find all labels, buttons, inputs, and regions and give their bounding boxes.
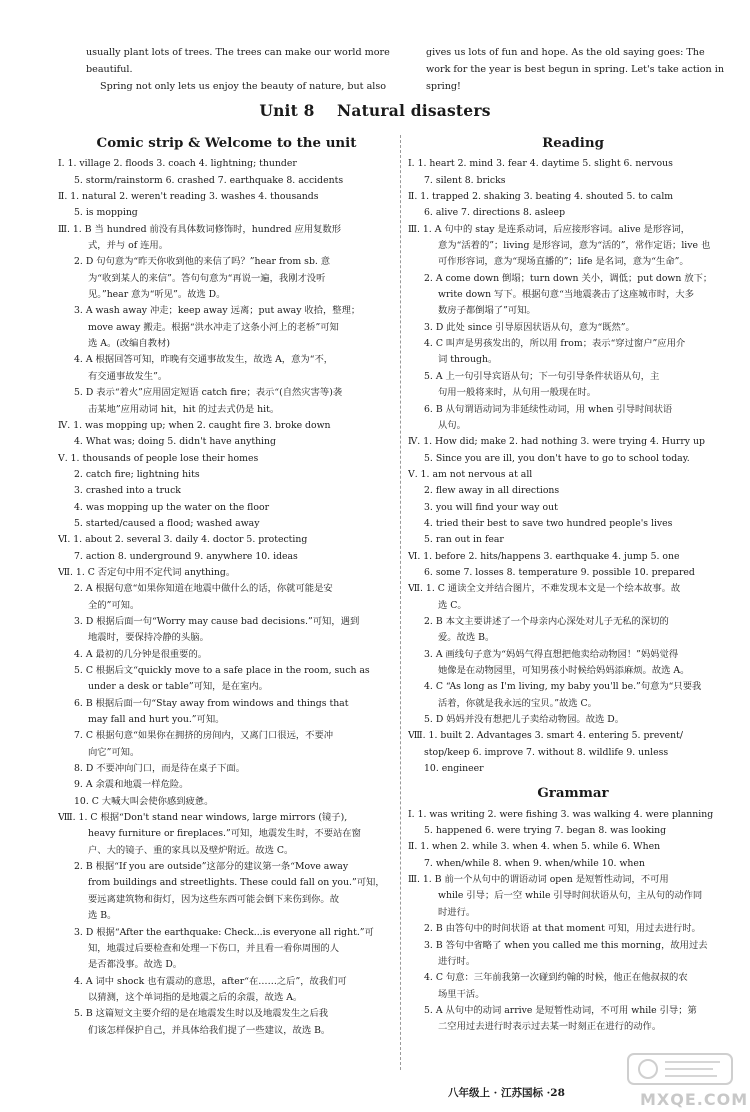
answer-line: 数房子都倒塌了”可知。 bbox=[438, 305, 536, 317]
answer-line: Ⅶ. 1. C 通读全文并结合图片，不难发现本文是一个绘本故事。故 bbox=[408, 583, 681, 595]
answer-line: Ⅰ. 1. was writing 2. were fishing 3. was walking 4. were planning bbox=[408, 808, 714, 820]
answer-line: 时进行。 bbox=[438, 906, 476, 918]
answer-line: 5. B 这篇短文主要介绍的是在地震发生时以及地震发生之后我 bbox=[74, 1008, 329, 1020]
answer-line: 选 A。(改编自教材) bbox=[88, 338, 171, 350]
answer-line: 7. action 8. underground 9. anywhere 10. ideas bbox=[74, 550, 298, 562]
answer-line: Ⅱ. 1. trapped 2. shaking 3. beating 4. shouted 5. to calm bbox=[408, 191, 674, 203]
top-right-continuation bbox=[426, 44, 726, 95]
answer-line: 5. C 根据后文“quickly move to a safe place in the room, such as bbox=[74, 665, 370, 676]
answer-line: Ⅵ. 1. before 2. hits/happens 3. earthquake 4. jump 5. one bbox=[408, 550, 680, 562]
answer-line: 7. C 根据句意“如果你在拥挤的房间内，又离门口很远，不要冲 bbox=[74, 730, 334, 742]
answer-line: Ⅱ. 1. when 2. while 3. when 4. when 5. while 6. When bbox=[408, 841, 661, 853]
section-title-comic-strip: Comic strip & Welcome to the unit bbox=[96, 135, 357, 151]
answer-line: 5. A 从句中的动词 arrive 是短暂性动词，不可用 while 引导；第 bbox=[424, 1004, 697, 1016]
answer-line: 进行时。 bbox=[438, 955, 476, 967]
answer-line: Ⅳ. 1. How did; make 2. had nothing 3. were trying 4. Hurry up bbox=[408, 436, 705, 448]
section-gap bbox=[408, 777, 738, 783]
answer-line: Ⅴ. 1. thousands of people lose their homes bbox=[58, 452, 259, 464]
answer-line: 地震时，要保持冷静的头脑。 bbox=[88, 632, 209, 644]
answer-line: 5. D 表示“着火”应用固定短语 catch fire；表示“(自然灾害等)袭 bbox=[74, 387, 343, 399]
answer-line: heavy furniture or fireplaces.”可知，地震发生时，不要站在窗 bbox=[88, 828, 361, 840]
answer-line: under a desk or table”可知，是在室内。 bbox=[88, 681, 268, 693]
answer-line: 3. A 画线句子意为“妈妈气得直想把他卖给动物园！”妈妈觉得 bbox=[424, 648, 679, 660]
answer-line: from buildings and streetlights. These could fall on you.”可知， bbox=[88, 877, 385, 889]
answer-line: 3. A wash away 冲走；keep away 远离；put away 收拾，整理； bbox=[74, 305, 361, 317]
answer-line: 从句。 bbox=[438, 419, 466, 431]
answer-line: Ⅰ. 1. heart 2. mind 3. fear 4. daytime 5. slight 6. nervous bbox=[408, 158, 673, 170]
answer-line: Ⅷ. 1. built 2. Advantages 3. smart 4. entering 5. prevent/ bbox=[408, 730, 683, 742]
answer-line: 爱。故选 B。 bbox=[438, 632, 495, 644]
answer-line: 7. when/while 8. when 9. when/while 10. when bbox=[424, 857, 645, 869]
answer-line: 4. was mopping up the water on the floor bbox=[74, 501, 270, 513]
answer-line: 选 B。 bbox=[88, 910, 117, 922]
answer-line: 2. A come down 倒塌；turn down 关小，调低；put down 放下； bbox=[424, 272, 713, 284]
answer-line: Ⅲ. 1. A 句中的 stay 是连系动词，后应接形容词。alive 是形容词， bbox=[408, 223, 691, 235]
answer-line: 5. storm/rainstorm 6. crashed 7. earthquake 8. accidents bbox=[74, 174, 344, 186]
answer-line: 2. D 句句意为“昨天你收到他的来信了吗？”hear from sb. 意 bbox=[74, 256, 331, 268]
answer-line: 6. some 7. losses 8. temperature 9. possible 10. prepared bbox=[424, 566, 695, 578]
reading-answer-lines bbox=[408, 156, 738, 777]
answer-line: 2. B 根据“If you are outside”这部分的建议第一条“Move away bbox=[74, 861, 349, 873]
section-title-reading: Reading bbox=[542, 135, 604, 151]
answer-line: 式，并与 of 连用。 bbox=[88, 240, 169, 252]
grammar-answer-lines bbox=[408, 807, 738, 1036]
answer-line: Ⅱ. 1. natural 2. weren't reading 3. washes 4. thousands bbox=[58, 191, 319, 203]
top-left-paragraph-2: Spring not only lets us enjoy the beauty of nature, but also bbox=[100, 81, 387, 92]
watermark-text: MXQE.COM bbox=[640, 1090, 749, 1109]
answer-line: 为“收到某人的来信”。答句句意为“再说一遍，我刚才没听 bbox=[88, 272, 326, 284]
answer-line: 4. What was; doing 5. didn't have anything bbox=[74, 436, 276, 448]
answer-line: 可作形容词，意为“现场直播的”；life 是名词，意为“生命”。 bbox=[438, 256, 689, 268]
answer-line: 10. engineer bbox=[424, 763, 484, 775]
left-column bbox=[58, 133, 395, 1039]
answer-line: write down 写下。根据句意“当地震袭击了这座城市时，大多 bbox=[438, 289, 695, 301]
answer-line: 句用一般将来时，从句用一般现在时。 bbox=[438, 387, 597, 399]
answer-line: Ⅴ. 1. am not nervous at all bbox=[408, 468, 533, 480]
answer-line: 场里干活。 bbox=[438, 988, 485, 1000]
answer-line: 活着，你就是我永远的宝贝。”故选 C。 bbox=[438, 697, 597, 709]
answer-line: 4. A 根据回答可知，昨晚有交通事故发生，故选 A，意为“不， bbox=[74, 354, 334, 366]
answer-line: 3. D 根据“After the earthquake: Check...is everyone all right.”可 bbox=[74, 926, 374, 938]
answer-line: 知，地震过后要检查和处理一下伤口，并且看一看你周围的人 bbox=[88, 942, 340, 954]
right-column bbox=[408, 133, 738, 1036]
answer-line: 以猜测，这个单词指的是地震之后的余震，故选 A。 bbox=[88, 991, 303, 1003]
page-footer: 八年级上 · 江苏国标 ·28 bbox=[448, 1087, 565, 1099]
answer-line: 6. B 根据后面一句“Stay away from windows and things that bbox=[74, 697, 349, 709]
answer-line: 有交通事故发生”。 bbox=[88, 370, 168, 382]
answer-line: 见。”hear 意为“听见”。故选 D。 bbox=[88, 289, 226, 301]
answer-line: 5. started/caused a flood; washed away bbox=[74, 517, 260, 529]
answer-line: may fall and hurt you.”可知。 bbox=[88, 714, 225, 726]
answer-line: 3. B 答句中省略了 when you called me this morning，故用过去 bbox=[424, 939, 708, 951]
answer-line: 3. you will find your way out bbox=[424, 501, 558, 513]
answer-line: 3. crashed into a truck bbox=[74, 485, 181, 497]
answer-line: 3. D 根据后面一句“Worry may cause bad decisions.”可知，遇到 bbox=[74, 615, 360, 627]
answer-line: 是否都没事。故选 D。 bbox=[88, 959, 183, 971]
answer-line: 2. flew away in all directions bbox=[424, 485, 560, 497]
answer-line: move away 搬走。根据“洪水冲走了这条小河上的老桥”可知 bbox=[88, 321, 339, 333]
answer-line: Ⅰ. 1. village 2. floods 3. coach 4. lightning; thunder bbox=[58, 158, 297, 170]
answer-line: 2. B 本文主要讲述了一个母亲内心深处对儿子无私的深切的 bbox=[424, 615, 669, 627]
answer-line: 5. happened 6. were trying 7. began 8. was looking bbox=[424, 825, 667, 837]
answer-line: 5. is mopping bbox=[74, 207, 138, 219]
answer-line: while 引导；后一空 while 引导时间状语从句，主从句的动作同 bbox=[438, 890, 703, 902]
answer-line: 们该怎样保护自己，并具体给我们提了一些建议，故选 B。 bbox=[88, 1024, 331, 1036]
answer-line: 6. B 从句谓语动词为非延续性动词，用 when 引导时间状语 bbox=[424, 403, 673, 415]
answer-line: 2. catch fire; lightning hits bbox=[74, 468, 200, 480]
left-answer-lines bbox=[58, 156, 395, 1039]
answer-line: Ⅲ. 1. B 前一个从句中的谓语动词 open 是短暂性动词，不可用 bbox=[408, 874, 669, 886]
answer-line: 4. C 叫声是男孩发出的，所以用 from；表示“穿过窗户”应用介 bbox=[424, 338, 686, 350]
unit-title: Unit 8 Natural disasters bbox=[259, 101, 491, 120]
answer-line: 5. A 上一句引导宾语从句；下一句引导条件状语从句，主 bbox=[424, 370, 660, 382]
answer-line: 4. tried their best to save two hundred people's lives bbox=[424, 517, 673, 529]
answer-line: 2. A 根据句意“如果你知道在地震中做什么的话，你就可能是安 bbox=[74, 583, 333, 595]
answer-line: 10. C 大喊大叫会使你感到疲惫。 bbox=[74, 795, 214, 807]
answer-line: 5. D 妈妈并没有想把儿子卖给动物园。故选 D。 bbox=[424, 714, 624, 726]
answer-line: 户、大的镜子、重的家具以及壁炉附近。故选 C。 bbox=[88, 844, 294, 856]
column-divider bbox=[400, 135, 401, 1070]
top-left-continuation bbox=[86, 44, 398, 95]
answer-line: 她像是在动物园里，可知男孩小时候给妈妈添麻烦。故选 A。 bbox=[438, 665, 690, 676]
answer-line: 意为“活着的”；living 是形容词，意为“活的”，常作定语；live 也 bbox=[438, 240, 711, 252]
answer-line: 8. D 不要冲向门口，而是待在桌子下面。 bbox=[74, 763, 245, 775]
answer-line: 4. C 句意：三年前我第一次碰到约翰的时候，他正在他叔叔的农 bbox=[424, 972, 688, 984]
answer-line: 要远离建筑物和街灯，因为这些东西可能会倒下来伤到你。故 bbox=[88, 893, 340, 905]
answer-line: 7. silent 8. bricks bbox=[424, 174, 506, 186]
answer-line: 9. A 余震和地震一样危险。 bbox=[74, 779, 189, 791]
answer-line: 词 through。 bbox=[438, 354, 498, 366]
answer-line: 二空用过去进行时表示过去某一时刻正在进行的动作。 bbox=[438, 1021, 662, 1033]
answer-line: 2. B 由答句中的时间状语 at that moment 可知，用过去进行时。 bbox=[424, 923, 701, 935]
answer-line: 5. ran out in fear bbox=[424, 534, 504, 546]
answer-line: 4. C “As long as I'm living, my baby you'll be.”句意为“只要我 bbox=[424, 681, 702, 693]
answer-line: 6. alive 7. directions 8. asleep bbox=[424, 207, 566, 219]
answer-line: 4. A 最初的几分钟是很重要的。 bbox=[74, 648, 208, 660]
answer-line: 选 C。 bbox=[438, 599, 467, 611]
answer-line: 4. A 词中 shock 也有震动的意思，after“在……之后”，故我们可 bbox=[74, 975, 347, 987]
answer-line: 击某地”应用动词 hit，hit 的过去式仍是 hit。 bbox=[88, 403, 280, 415]
answer-line: Ⅵ. 1. about 2. several 3. daily 4. doctor 5. protecting bbox=[58, 534, 308, 546]
answer-line: Ⅷ. 1. C 根据“Don't stand near windows, large mirrors (镜子), bbox=[58, 812, 348, 824]
section-title-grammar: Grammar bbox=[537, 785, 609, 802]
answer-line: Ⅲ. 1. B 当 hundred 前没有具体数词修饰时，hundred 应用复数形 bbox=[58, 223, 342, 235]
answer-line: Ⅳ. 1. was mopping up; when 2. caught fire 3. broke down bbox=[58, 419, 331, 431]
answer-line: stop/keep 6. improve 7. without 8. wildlife 9. unless bbox=[424, 746, 669, 758]
top-left-paragraph-1: usually plant lots of trees. The trees can make our world more beautiful. bbox=[86, 47, 390, 75]
answer-line: 5. Since you are ill, you don't have to go to school today. bbox=[424, 452, 690, 464]
answer-line: 全的”可知。 bbox=[88, 599, 140, 611]
top-right-paragraph-1: gives us lots of fun and hope. As the old saying goes: The work for the year is best begun in spring. Let's take action in spring! bbox=[426, 47, 725, 92]
answer-line: Ⅶ. 1. C 否定句中用不定代词 anything。 bbox=[58, 566, 236, 578]
answer-line: 3. D 此处 since 引导原因状语从句，意为“既然”。 bbox=[424, 321, 635, 333]
answer-line: 向它”可知。 bbox=[88, 746, 140, 758]
